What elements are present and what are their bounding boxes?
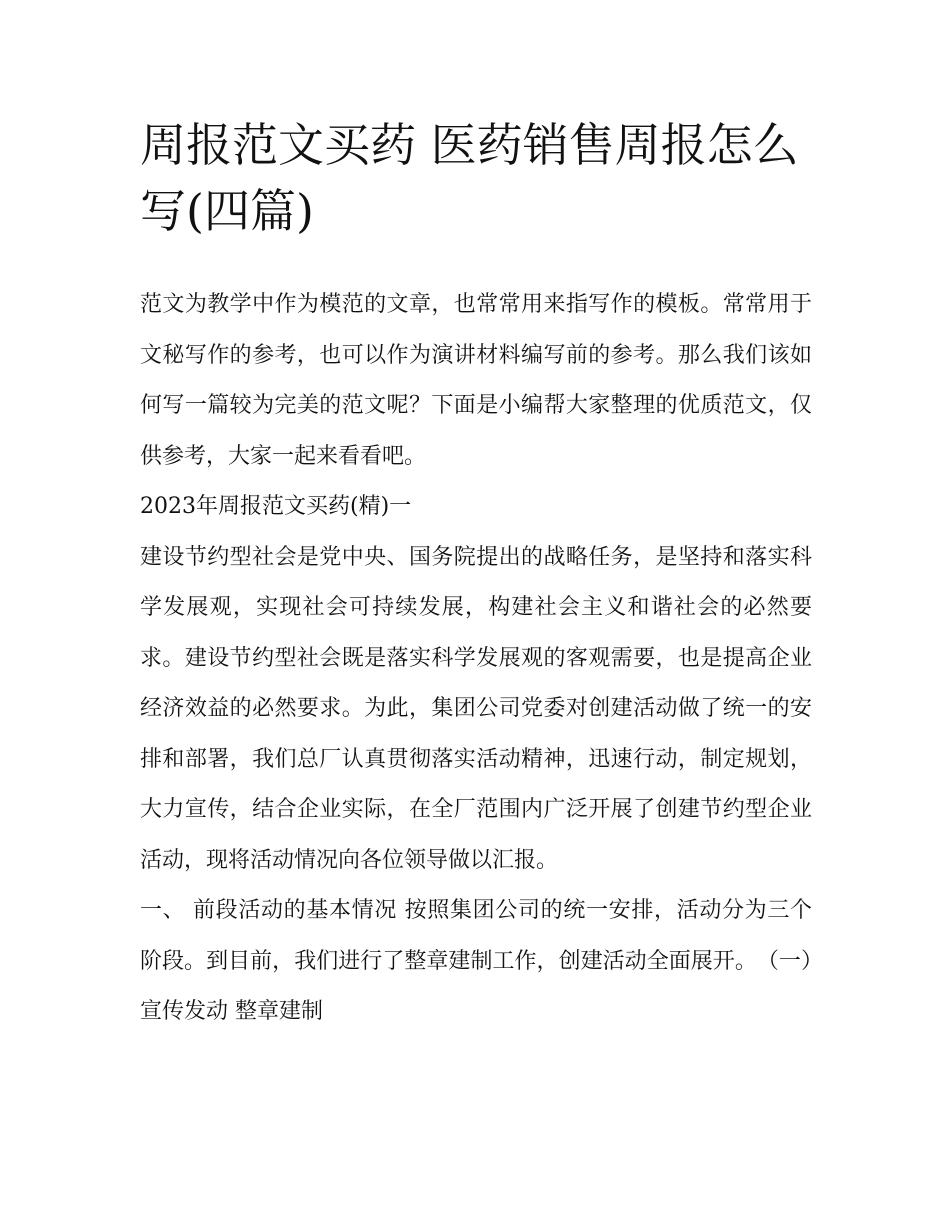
- section-one-paragraph: [140, 886, 812, 1038]
- sub-section-heading: （一）宣传发动 整章建制: [140, 948, 812, 1024]
- body-paragraph: 建设节约型社会是党中央、国务院提出的战略任务，是坚持和落实科学发展观，实现社会可持续发展，构建社会主义和谐社会的必然要求。建设节约型社会既是落实科学发展观的客观需要，也是提高企业经济效益的必然要求。为此，集团公司党委对创建活动做了统一的安排和部署，我们总厂认真贯彻落实活动精神，迅速行动，制定规划，大力宣传，结合企业实际，在全厂范围内广泛开展了创建节约型企业活动，现将活动情况向各位领导做以汇报。: [140, 544, 812, 873]
- intro-paragraph: 范文为教学中作为模范的文章，也常常用来指写作的模板。常常用于文秘写作的参考，也可以作为演讲材料编写前的参考。那么我们该如何写一篇较为完美的范文呢？下面是小编帮大家整理的优质范文，仅供参考，大家一起来看看吧。: [140, 292, 812, 469]
- section-heading: 2023年周报范文买药(精)一: [140, 494, 412, 519]
- section-one-text: 一、 前段活动的基本情况 按照集团公司的统一安排，活动分为三个阶段。到目前，我们进行了整章建制工作，创建活动全面展开。: [140, 898, 812, 974]
- document-body: [140, 280, 812, 1038]
- document-title: 周报范文买药 医药销售周报怎么写(四篇): [140, 118, 799, 238]
